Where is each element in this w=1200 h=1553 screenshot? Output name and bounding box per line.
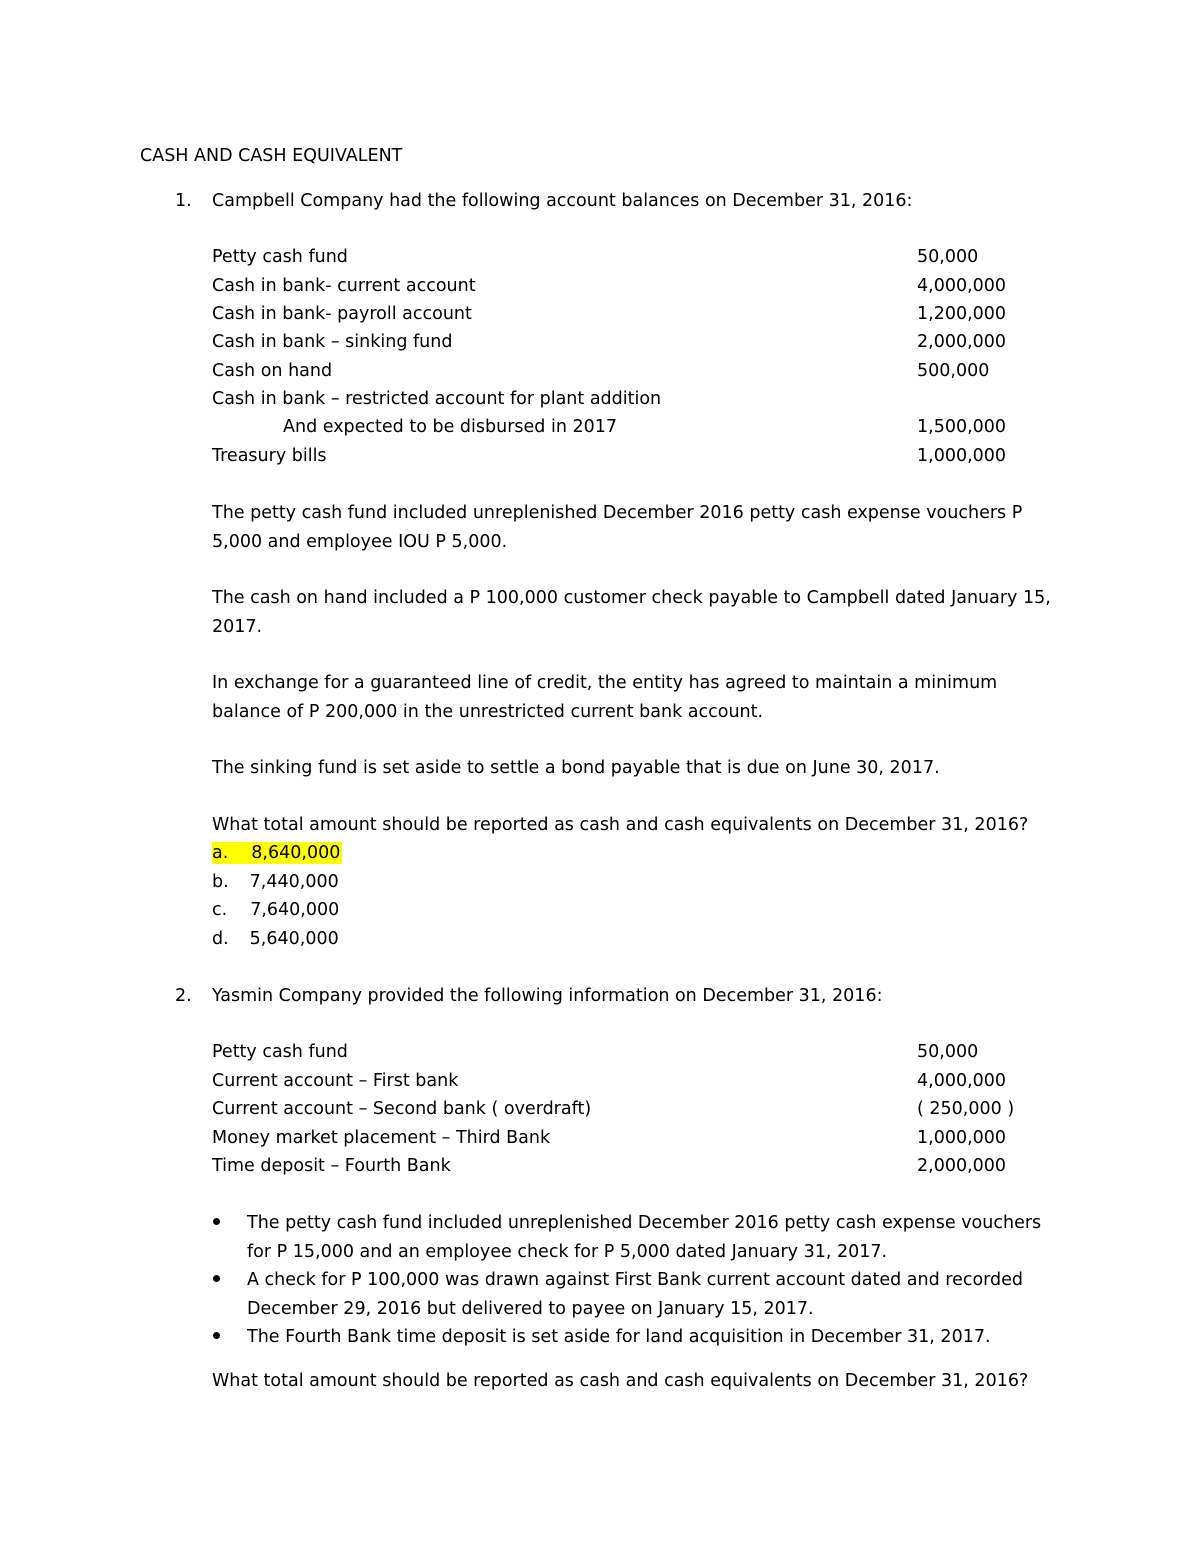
bullet-icon bbox=[213, 1275, 220, 1282]
bullet-icon bbox=[213, 1332, 220, 1339]
list-item: The petty cash fund included unreplenished December 2016 petty cash expense vouchers bbox=[247, 1213, 1042, 1233]
table-row-label: Current account – Second bank ( overdraft) bbox=[212, 1099, 592, 1119]
q1-note-credit-line: In exchange for a guaranteed line of credit, the entity has agreed to maintain a minimum bbox=[212, 673, 998, 693]
table-row-value: 1,500,000 bbox=[917, 417, 1007, 437]
table-row-value: 1,000,000 bbox=[917, 1128, 1007, 1148]
table-row-value: 2,000,000 bbox=[917, 1156, 1007, 1176]
table-row-label: Cash in bank – restricted account for plant addition bbox=[212, 389, 662, 409]
table-row-label: Time deposit – Fourth Bank bbox=[212, 1156, 451, 1176]
choice-value: 8,640,000 bbox=[251, 843, 341, 863]
table-row-label: Cash in bank- current account bbox=[212, 276, 476, 296]
table-row-label: Cash in bank – sinking fund bbox=[212, 332, 453, 352]
list-item-cont: for P 15,000 and an employee check for P 5,000 dated January 31, 2017. bbox=[247, 1242, 888, 1262]
choice-value: 7,440,000 bbox=[249, 872, 339, 892]
choice-letter: a. bbox=[212, 843, 229, 863]
q2-stem: Yasmin Company provided the following information on December 31, 2016: bbox=[212, 986, 883, 1006]
table-row-label: Treasury bills bbox=[212, 446, 327, 466]
table-row-label: And expected to be disbursed in 2017 bbox=[283, 417, 618, 437]
choice-letter: d. bbox=[212, 929, 229, 949]
table-row-label: Petty cash fund bbox=[212, 247, 348, 267]
table-row-value: 500,000 bbox=[917, 361, 990, 381]
q2-number: 2. bbox=[175, 986, 192, 1006]
q1-note-cash-on-hand-cont: 2017. bbox=[212, 617, 263, 637]
list-item-cont: December 29, 2016 but delivered to payee on January 15, 2017. bbox=[247, 1299, 814, 1319]
table-row-value: 1,200,000 bbox=[917, 304, 1007, 324]
table-row-label: Cash in bank- payroll account bbox=[212, 304, 472, 324]
document-title: CASH AND CASH EQUIVALENT bbox=[140, 146, 403, 166]
table-row-value: 2,000,000 bbox=[917, 332, 1007, 352]
table-row-value: 50,000 bbox=[917, 247, 979, 267]
q1-number: 1. bbox=[175, 191, 192, 211]
table-row-value: 4,000,000 bbox=[917, 276, 1007, 296]
table-row-value: 1,000,000 bbox=[917, 446, 1007, 466]
choice-c bbox=[212, 899, 339, 921]
table-row-label: Cash on hand bbox=[212, 361, 333, 381]
q1-question: What total amount should be reported as cash and cash equivalents on December 31, 2016? bbox=[212, 815, 1029, 835]
q1-note-credit-line-cont: balance of P 200,000 in the unrestricted current bank account. bbox=[212, 702, 764, 722]
table-row-label: Petty cash fund bbox=[212, 1042, 348, 1062]
choice-d bbox=[212, 928, 339, 950]
choice-letter: b. bbox=[212, 872, 229, 892]
bullet-icon bbox=[213, 1218, 220, 1225]
choice-b bbox=[212, 871, 339, 893]
q1-note-sinking-fund: The sinking fund is set aside to settle a bond payable that is due on June 30, 2017. bbox=[212, 758, 940, 778]
choice-value: 5,640,000 bbox=[249, 929, 339, 949]
list-item: A check for P 100,000 was drawn against First Bank current account dated and recorded bbox=[247, 1270, 1024, 1290]
q2-question: What total amount should be reported as cash and cash equivalents on December 31, 2016? bbox=[212, 1371, 1029, 1391]
table-row-label: Current account – First bank bbox=[212, 1071, 459, 1091]
table-row-value: 50,000 bbox=[917, 1042, 979, 1062]
table-row-value: 4,000,000 bbox=[917, 1071, 1007, 1091]
table-row-value: ( 250,000 ) bbox=[917, 1099, 1015, 1119]
q1-note-petty-cash-cont: 5,000 and employee IOU P 5,000. bbox=[212, 532, 508, 552]
list-item: The Fourth Bank time deposit is set aside for land acquisition in December 31, 2017. bbox=[247, 1327, 991, 1347]
choice-a-highlighted bbox=[212, 842, 342, 864]
choice-value: 7,640,000 bbox=[250, 900, 340, 920]
q1-stem: Campbell Company had the following account balances on December 31, 2016: bbox=[212, 191, 913, 211]
choice-letter: c. bbox=[212, 900, 228, 920]
table-row-label: Money market placement – Third Bank bbox=[212, 1128, 551, 1148]
q1-note-cash-on-hand: The cash on hand included a P 100,000 customer check payable to Campbell dated January 15, bbox=[212, 588, 1051, 608]
q1-note-petty-cash: The petty cash fund included unreplenished December 2016 petty cash expense vouchers P bbox=[212, 503, 1023, 523]
